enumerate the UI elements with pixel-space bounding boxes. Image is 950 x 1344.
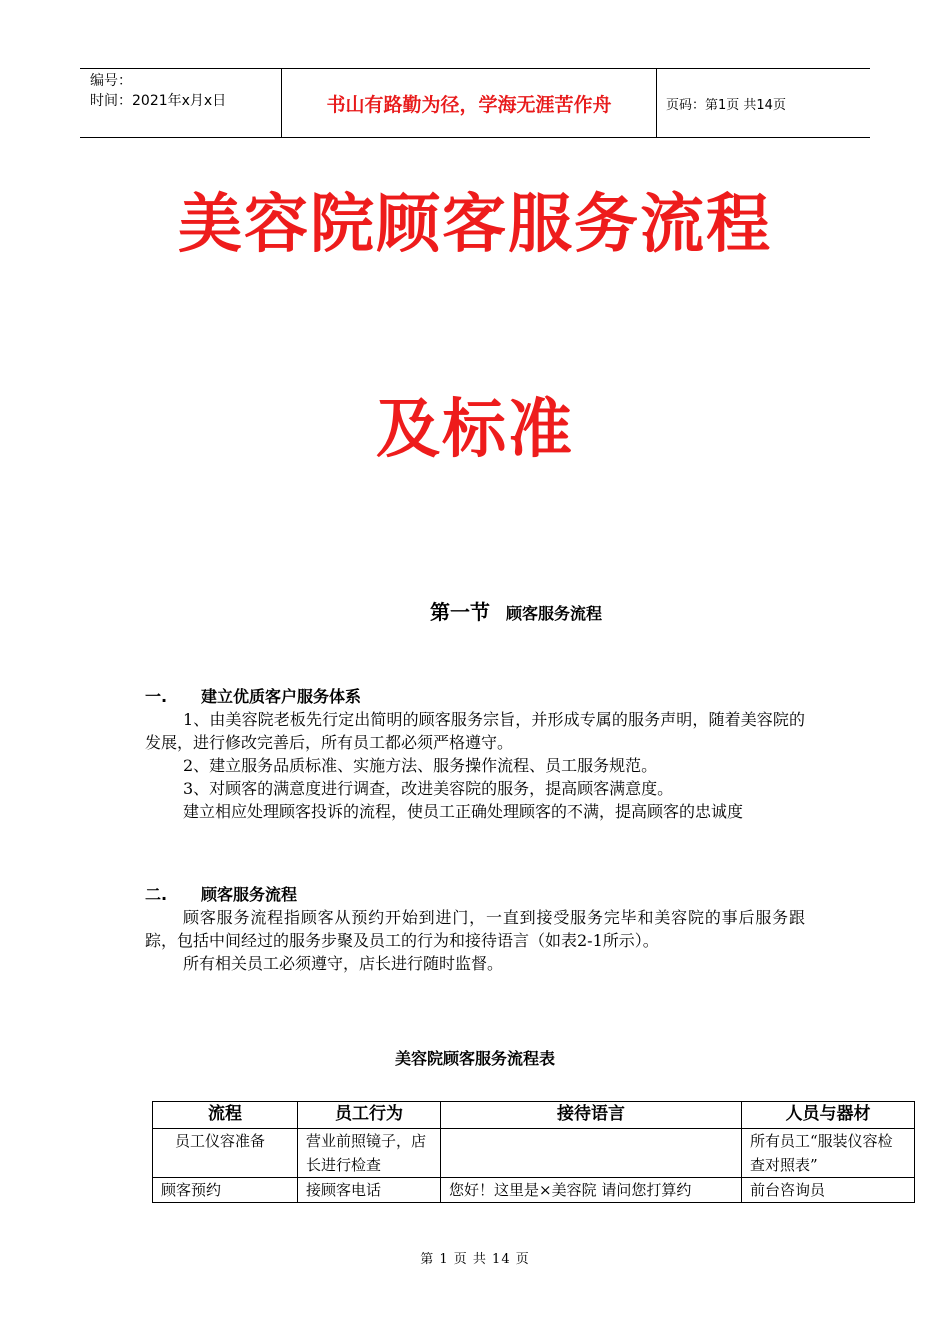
table-header-cell: 流程 — [153, 1102, 298, 1129]
table-title: 美容院顾客服务流程表 — [394, 1049, 555, 1068]
table-row — [153, 1178, 915, 1203]
table-header-cell: 接待语言 — [441, 1102, 742, 1129]
header-motto: 书山有路勤为径，学海无涯苦作舟 — [282, 69, 657, 137]
part-one-paragraph-3: 3、对顾客的满意度进行调查，改进美容院的服务，提高顾客满意度。 — [183, 779, 674, 798]
document-title-line2: 及标准 — [376, 392, 574, 467]
table-header-cell: 人员与器材 — [742, 1102, 915, 1129]
table-cell: 顾客预约 — [153, 1178, 298, 1203]
table-cell: 所有员工“服装仪容检查对照表” — [742, 1129, 915, 1178]
part-one-number: 一. — [145, 687, 168, 706]
number-label: 编号： — [90, 73, 132, 89]
page-footer: 第 1 页 共 14 页 — [420, 1252, 530, 1267]
section-number: 第一节 — [430, 600, 490, 624]
part-two — [145, 883, 805, 975]
part-one-heading — [145, 685, 805, 708]
time-label: 时间：2021年x月x日 — [90, 93, 227, 109]
part-two-heading-text: 顾客服务流程 — [201, 885, 298, 904]
section-name: 顾客服务流程 — [506, 604, 603, 623]
table-cell: 接顾客电话 — [298, 1178, 441, 1203]
part-one-paragraph-4: 建立相应处理顾客投诉的流程，使员工正确处理顾客的不满，提高顾客的忠诚度 — [183, 802, 744, 821]
header-meta — [80, 69, 282, 137]
section-title — [430, 596, 602, 625]
part-two-heading — [145, 883, 805, 906]
table-row — [153, 1129, 915, 1178]
part-one-heading-text: 建立优质客户服务体系 — [201, 687, 362, 706]
table-cell: 员工仪容准备 — [153, 1129, 298, 1178]
part-two-paragraph-1: 顾客服务流程指顾客从预约开始到进门，一直到接受服务完毕和美容院的事后服务跟踪，包括中间经过的服务步聚及员工的行为和接待语言（如表2-1所示）。 — [145, 908, 805, 950]
part-one — [145, 685, 805, 823]
part-one-paragraph-2: 2、建立服务品质标准、实施方法、服务操作流程、员工服务规范。 — [183, 756, 658, 775]
table-cell: 前台咨询员 — [742, 1178, 915, 1203]
table-cell: 营业前照镜子，店长进行检查 — [298, 1129, 441, 1178]
table-header-row — [153, 1102, 915, 1129]
part-one-paragraph-1: 1、由美容院老板先行定出简明的顾客服务宗旨，并形成专属的服务声明，随着美容院的发展，进行修改完善后，所有员工都必须严格遵守。 — [145, 710, 805, 752]
document-header — [80, 68, 870, 138]
header-page-info: 页码：第1页 共14页 — [666, 97, 786, 113]
service-flow-table — [152, 1101, 915, 1203]
part-two-paragraph-2: 所有相关员工必须遵守，店长进行随时监督。 — [183, 954, 504, 973]
table-header-cell: 员工行为 — [298, 1102, 441, 1129]
table-cell — [441, 1129, 742, 1178]
table-cell: 您好！这里是×美容院 请问您打算约 — [441, 1178, 742, 1203]
document-title-line1: 美容院顾客服务流程 — [178, 187, 772, 262]
part-two-number: 二. — [145, 885, 168, 904]
